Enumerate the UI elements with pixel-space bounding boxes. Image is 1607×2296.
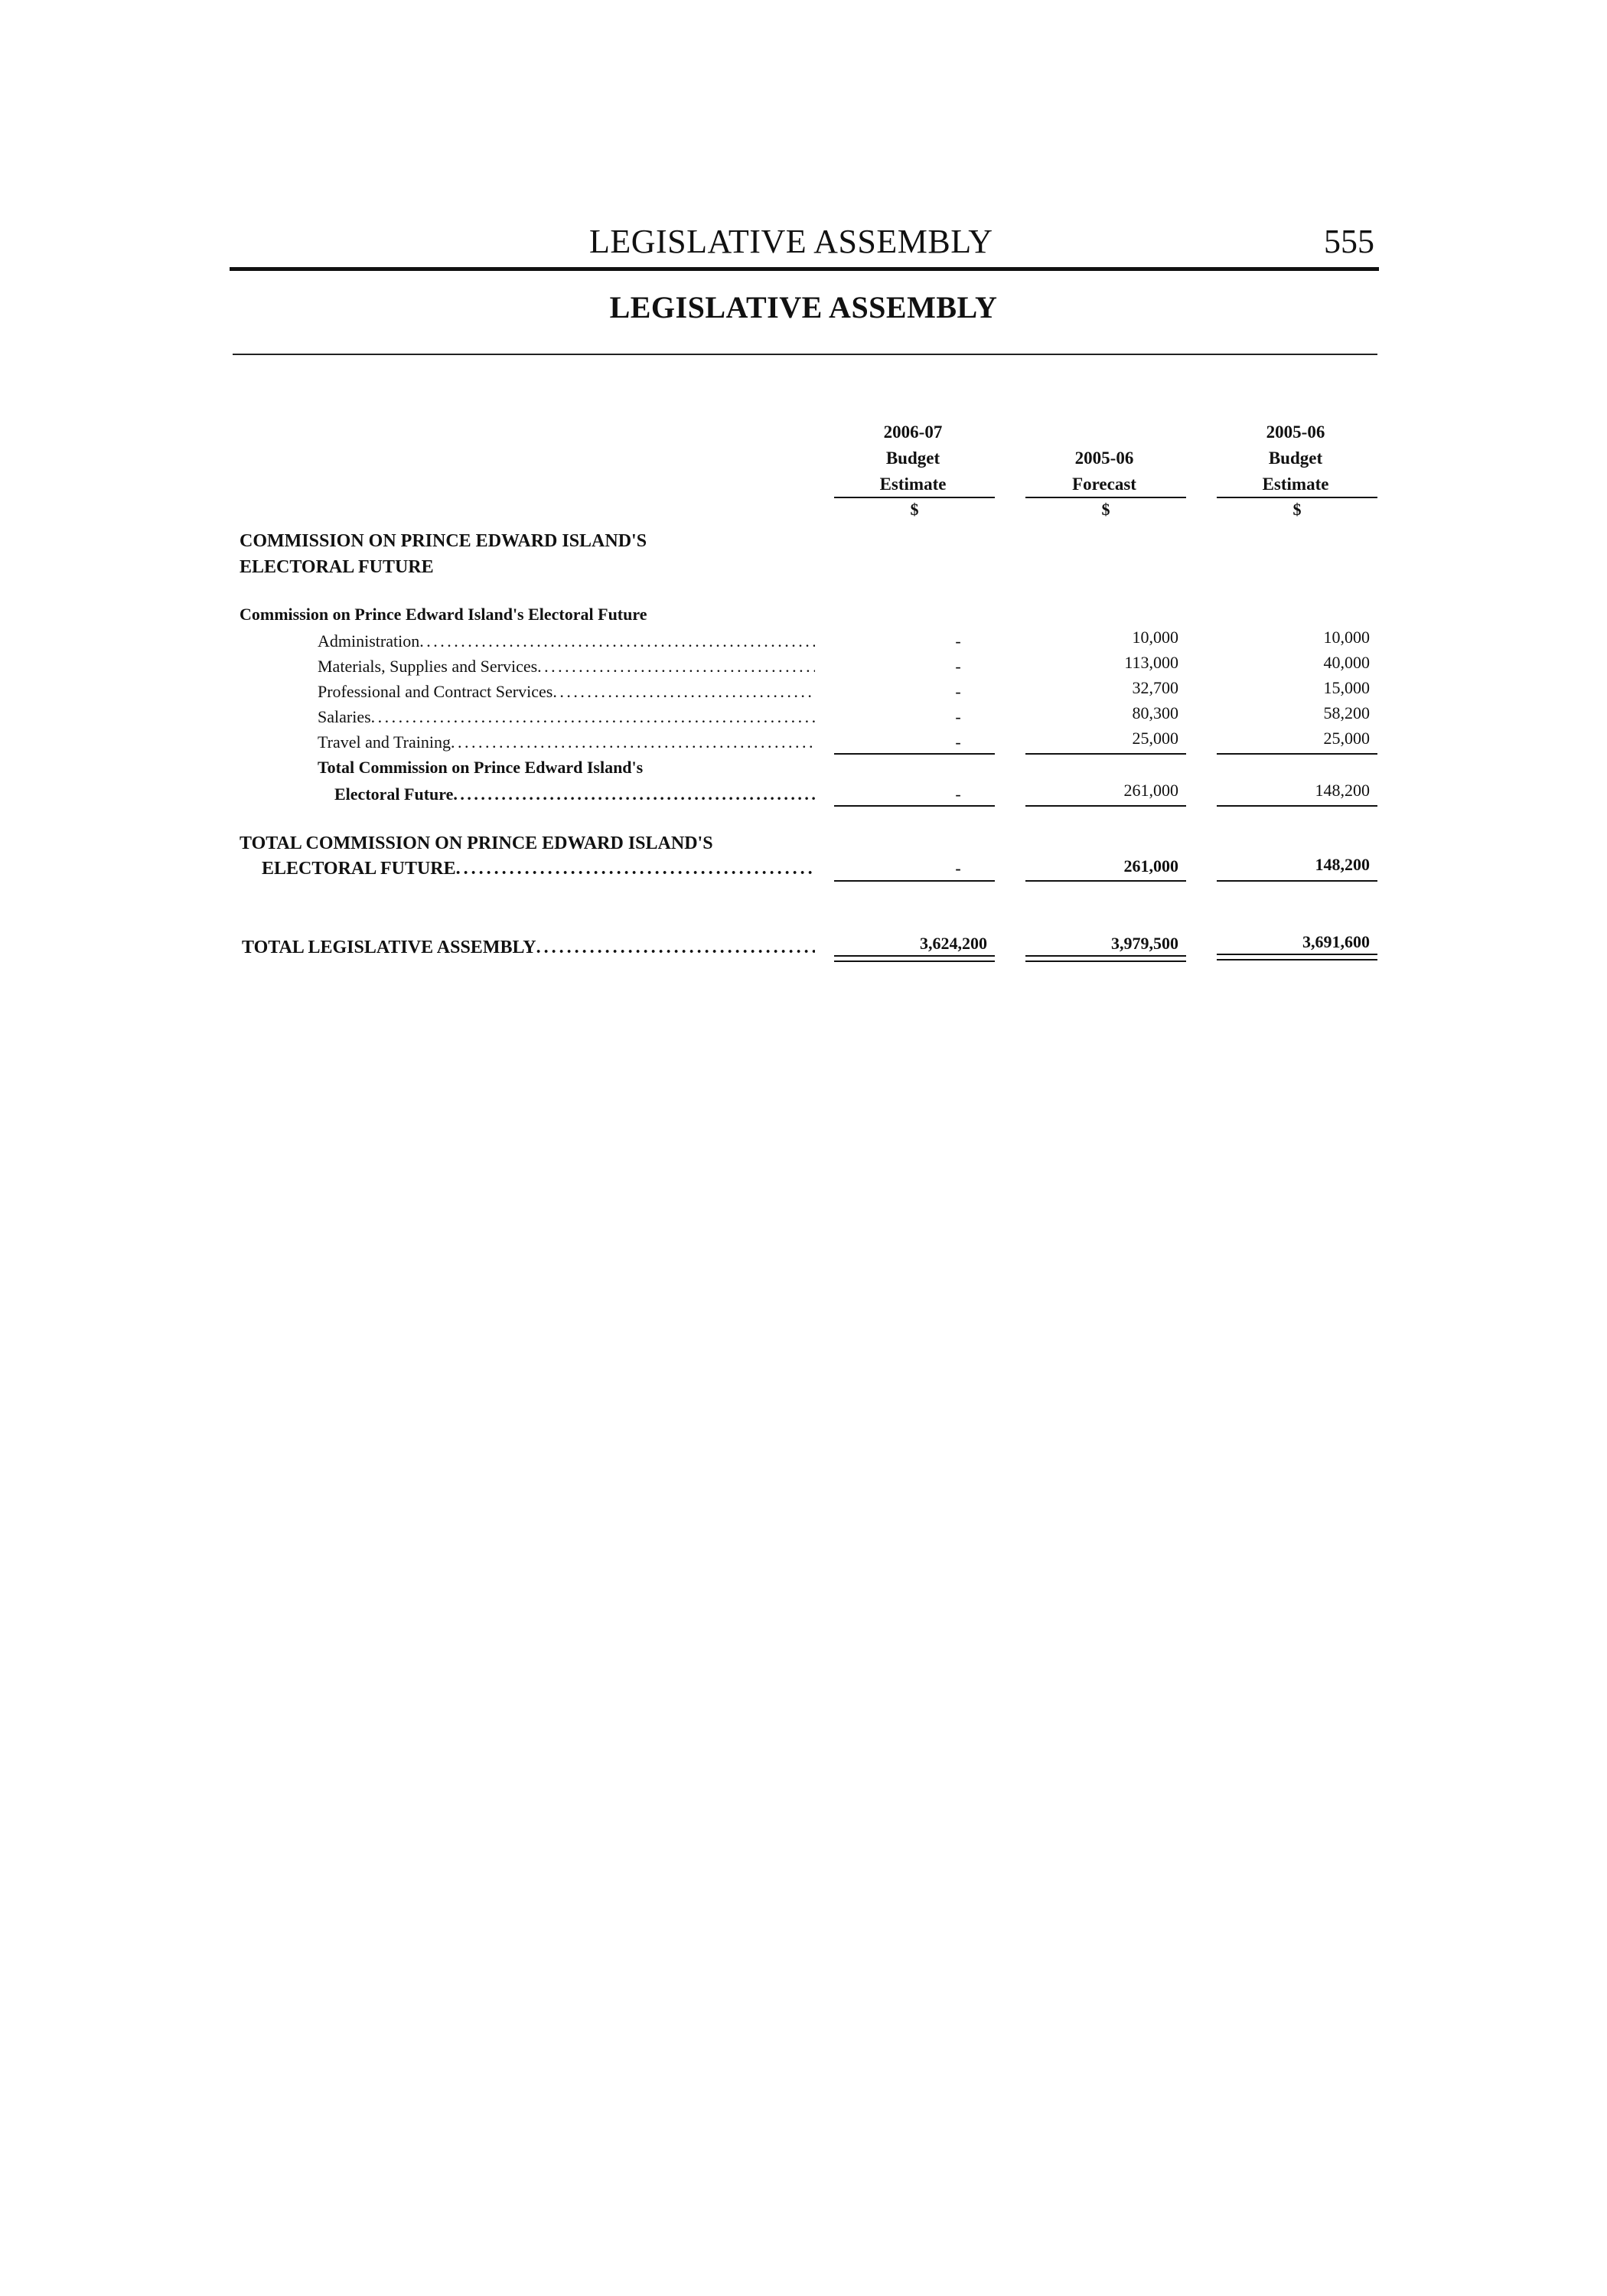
running-header bbox=[230, 222, 1377, 269]
leader-dots bbox=[537, 655, 815, 678]
row-label: ELECTORAL FUTURE bbox=[262, 859, 456, 879]
cell-value: 148,200 bbox=[1315, 781, 1370, 800]
cell-value: 40,000 bbox=[1323, 653, 1370, 672]
row-label: Electoral Future bbox=[334, 784, 454, 804]
grand-total-row bbox=[242, 936, 815, 959]
table-row bbox=[318, 706, 815, 729]
table-row bbox=[318, 680, 815, 703]
section-heading: COMMISSION ON PRINCE EDWARD ISLAND'S ELECTORAL FUTURE bbox=[240, 531, 647, 577]
column-rule bbox=[1217, 497, 1377, 498]
subtotal-label-line1: Total Commission on Prince Edward Island's bbox=[318, 758, 644, 777]
cell-value: 3,691,600 bbox=[1302, 932, 1370, 951]
cell-value: 15,000 bbox=[1323, 678, 1370, 697]
section-total-row bbox=[262, 857, 815, 880]
cell-value: - bbox=[955, 631, 961, 651]
double-rule bbox=[1217, 954, 1377, 955]
leader-dots bbox=[536, 936, 815, 959]
column-header-budget-2006-07: 2006-07 Budget Estimate bbox=[879, 422, 947, 494]
sum-rule bbox=[1217, 753, 1377, 755]
row-label: Materials, Supplies and Services bbox=[318, 657, 538, 676]
column-rule bbox=[834, 497, 995, 498]
cell-value: - bbox=[955, 732, 961, 752]
row-label: Salaries bbox=[318, 707, 371, 726]
row-label: TOTAL LEGISLATIVE ASSEMBLY bbox=[242, 938, 536, 957]
cell-value: - bbox=[955, 707, 961, 726]
cell-value: 25,000 bbox=[1132, 729, 1178, 748]
row-label: Administration bbox=[318, 631, 420, 651]
page-title: LEGISLATIVE ASSEMBLY bbox=[609, 290, 998, 325]
cell-value: 80,300 bbox=[1132, 703, 1178, 722]
leader-dots bbox=[371, 706, 815, 729]
leader-dots bbox=[451, 731, 815, 754]
cell-value: 3,979,500 bbox=[1111, 934, 1178, 953]
subsection-heading: Commission on Prince Edward Island's Electoral Future bbox=[240, 605, 647, 624]
cell-value: 25,000 bbox=[1323, 729, 1370, 748]
row-label: Travel and Training bbox=[318, 732, 451, 752]
leader-dots bbox=[419, 630, 815, 653]
sum-rule bbox=[834, 753, 995, 755]
cell-value: - bbox=[955, 859, 961, 878]
sum-rule bbox=[1025, 880, 1186, 882]
leader-dots bbox=[456, 857, 815, 880]
currency-unit: $ bbox=[1292, 500, 1302, 519]
table-row bbox=[318, 655, 815, 678]
column-header-budget-2005-06: 2005-06 Budget Estimate bbox=[1262, 422, 1329, 494]
cell-value: 58,200 bbox=[1323, 703, 1370, 722]
double-rule bbox=[834, 960, 995, 962]
cell-value: - bbox=[955, 657, 961, 676]
cell-value: - bbox=[955, 784, 961, 804]
cell-value: 113,000 bbox=[1124, 653, 1178, 672]
currency-unit: $ bbox=[910, 500, 919, 519]
table-row bbox=[318, 630, 815, 653]
sum-rule bbox=[1025, 805, 1186, 807]
title-rule bbox=[233, 354, 1377, 355]
cell-value: - bbox=[955, 682, 961, 701]
double-rule bbox=[1217, 959, 1377, 960]
running-title: LEGISLATIVE ASSEMBLY bbox=[589, 223, 993, 260]
sum-rule bbox=[834, 880, 995, 882]
sum-rule bbox=[834, 805, 995, 807]
leader-dots bbox=[453, 783, 815, 806]
row-label: Professional and Contract Services bbox=[318, 682, 553, 701]
column-rule bbox=[1025, 497, 1186, 498]
column-header-forecast-2005-06: 2005-06 Forecast bbox=[1072, 448, 1136, 494]
table-row bbox=[318, 731, 815, 754]
page-number: 555 bbox=[1324, 223, 1374, 260]
sum-rule bbox=[1217, 805, 1377, 807]
cell-value: 261,000 bbox=[1123, 856, 1178, 876]
section-total-label-line1: TOTAL COMMISSION ON PRINCE EDWARD ISLAND'S bbox=[240, 833, 713, 853]
sum-rule bbox=[1217, 880, 1377, 882]
double-rule bbox=[1025, 955, 1186, 957]
cell-value: 148,200 bbox=[1315, 855, 1370, 874]
cell-value: 3,624,200 bbox=[920, 934, 987, 953]
currency-unit: $ bbox=[1101, 500, 1110, 519]
cell-value: 32,700 bbox=[1132, 678, 1178, 697]
cell-value: 261,000 bbox=[1123, 781, 1178, 800]
cell-value: 10,000 bbox=[1132, 628, 1178, 647]
sum-rule bbox=[1025, 753, 1186, 755]
double-rule bbox=[1025, 960, 1186, 962]
double-rule bbox=[834, 955, 995, 957]
cell-value: 10,000 bbox=[1323, 628, 1370, 647]
leader-dots bbox=[553, 680, 815, 703]
subtotal-row bbox=[334, 783, 815, 806]
header-rule bbox=[230, 267, 1379, 271]
